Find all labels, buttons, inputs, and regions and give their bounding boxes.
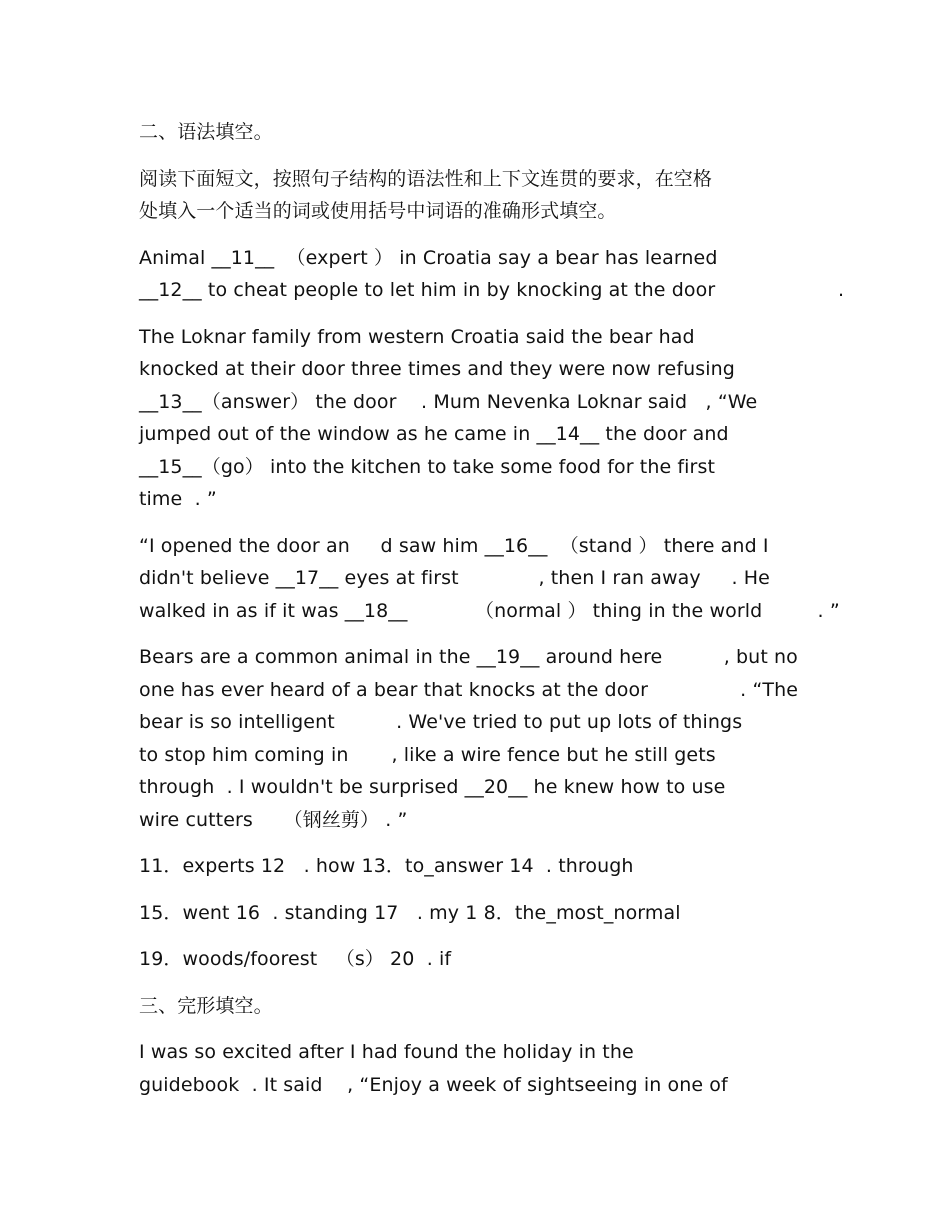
text-line: __13__（answer） the door . Mum Nevenka Loknar said , “We — [139, 390, 758, 413]
text-line: didn't believe __17__ eyes at first , then I ran away . He — [139, 567, 770, 589]
text-line: one has ever heard of a bear that knocks at the door . “The — [139, 678, 799, 701]
document-body — [139, 116, 929, 1101]
section-heading: 三、完形填空。 — [139, 994, 273, 1017]
passage-paragraph — [139, 1036, 929, 1101]
text-line: bear is so intelligent . We've tried to put up lots of things — [139, 711, 743, 733]
passage-paragraph — [139, 242, 929, 307]
text-line: guidebook . It said , “Enjoy a week of sightseeing in one of — [139, 1073, 728, 1096]
text-line: Animal __11__ （expert ） in Croatia say a bear has learned — [139, 246, 718, 269]
text-line: time . ” — [139, 488, 217, 510]
text-line: Bears are a common animal in the __19__ around here , but no — [139, 646, 798, 668]
text-line: The Loknar family from western Croatia said the bear had — [139, 325, 695, 348]
text-line: __12__ to cheat people to let him in by knocking at the door . — [139, 279, 845, 301]
text-line: 阅读下面短文，按照句子结构的语法性和上下文连贯的要求，在空格 — [139, 167, 713, 190]
passage-paragraph — [139, 530, 929, 628]
answer-key-line: 19．woods/foorest （s） 20 . if — [139, 948, 452, 970]
text-line: I was so excited after I had found the holiday in the — [139, 1041, 634, 1063]
passage-paragraph — [139, 641, 929, 836]
text-line: knocked at their door three times and they were now refusing — [139, 358, 735, 380]
instruction-paragraph — [139, 163, 929, 228]
passage-paragraph — [139, 321, 929, 516]
text-line: to stop him coming in , like a wire fence but he still gets — [139, 743, 716, 766]
text-line: __15__（go） into the kitchen to take some food for the first — [139, 455, 716, 478]
text-line: 处填入一个适当的词或使用括号中词语的准确形式填空。 — [139, 200, 617, 222]
text-line: wire cutters （钢丝剪） . ” — [139, 808, 408, 831]
section-heading: 二、语法填空。 — [139, 121, 273, 143]
answer-key-line: 15．went 16 . standing 17 . my 1 8．the_most_normal — [139, 901, 681, 924]
text-line: walked in as if it was __18__ （normal ） thing in the world . ” — [139, 599, 840, 622]
text-line: through . I wouldn't be surprised __20__ he knew how to use — [139, 776, 726, 798]
text-line: “I opened the door an d saw him __16__ （stand ） there and I — [139, 534, 769, 557]
answer-key-line: 11．experts 12 . how 13．to_answer 14 . through — [139, 855, 634, 877]
text-line: jumped out of the window as he came in __14__ the door and — [139, 423, 729, 445]
